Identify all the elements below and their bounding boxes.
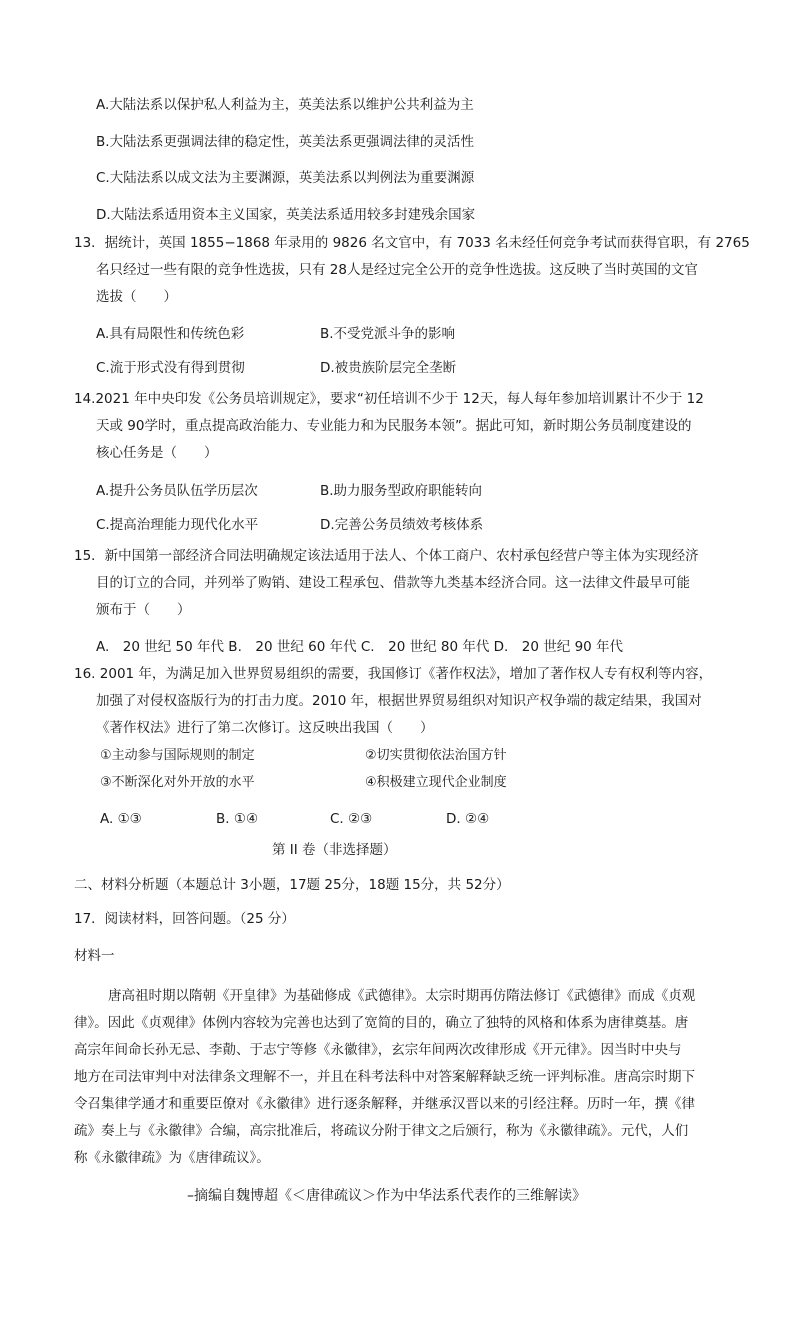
section-title: 二、材料分析题（本题总计 3小题，17题 25分，18题 15分，共 52分） xyxy=(74,877,510,893)
q13-option-c: C.流于形式没有得到贯彻 xyxy=(96,360,245,376)
q13-option-a: A.具有局限性和传统色彩 xyxy=(96,326,245,342)
q13-stem-line1: 13．据统计，英国 1855−1868 年录用的 9826 名文官中，有 7033 名未经任何竞争考试而获得官职，有 2765 xyxy=(74,235,750,251)
material-paragraph-line2: 律》。因此《贞观律》体例内容较为完善也达到了宽简的目的，确立了独特的风格和体系为唐律奠基。唐 xyxy=(74,1015,689,1031)
material-paragraph-line6: 疏》奏上与《永徽律》合编，高宗批准后，将疏议分附于律文之后颁行，称为《永徽律疏》。元代，人们 xyxy=(74,1123,689,1139)
q12-option-b: B.大陆法系更强调法律的稳定性，英美法系更强调法律的灵活性 xyxy=(96,134,475,150)
material-label: 材料一 xyxy=(74,948,115,964)
q16-option-d: D. ②④ xyxy=(446,811,490,827)
material-paragraph-line5: 令召集律学通才和重要臣僚对《永徽律》进行逐条解释，并继承汉晋以来的引经注释。历时一年，撰《律 xyxy=(74,1096,695,1112)
q13-option-d: D.被贵族阶层完全垄断 xyxy=(320,360,457,376)
material-source: –摘编自魏博超《＜唐律疏议＞作为中华法系代表作的三维解读》 xyxy=(187,1188,586,1204)
q12-option-c: C.大陆法系以成文法为主要渊源，英美法系以判例法为重要渊源 xyxy=(96,170,475,186)
material-paragraph-line1: 唐高祖时期以隋朝《开皇律》为基础修成《武德律》。太宗时期再仿隋法修订《武德律》而成《贞观 xyxy=(108,988,696,1004)
q17-title: 17．阅读材料，回答问题。（25 分） xyxy=(74,911,295,927)
q14-option-d: D.完善公务员绩效考核体系 xyxy=(320,517,484,533)
q16-option-c: C. ②③ xyxy=(330,811,373,827)
q16-stem-line1: 16. 2001 年，为满足加入世界贸易组织的需要，我国修订《著作权法》，增加了著作权人专有权利等内容， xyxy=(74,666,713,682)
q15-stem-line3: 颁布于（ ） xyxy=(96,602,191,618)
q16-option-b: B. ①④ xyxy=(216,811,259,827)
q16-item-4: ④积极建立现代企业制度 xyxy=(365,775,507,790)
q15-stem-line2: 目的订立的合同，并列举了购销、建设工程承包、借款等九类基本经济合同。这一法律文件最早可能 xyxy=(96,575,690,591)
volume-title: 第 II 卷（非选择题） xyxy=(272,842,397,858)
q14-option-a: A.提升公务员队伍学历层次 xyxy=(96,483,258,499)
q15-options: A. 20 世纪 50 年代 B. 20 世纪 60 年代 C. 20 世纪 80 年代 D. 20 世纪 90 年代 xyxy=(96,639,624,655)
q16-item-1: ①主动参与国际规则的制定 xyxy=(100,748,255,763)
q16-item-2: ②切实贯彻依法治国方针 xyxy=(365,748,507,763)
q12-option-a: A.大陆法系以保护私人利益为主，英美法系以维护公共利益为主 xyxy=(96,97,474,113)
q13-option-b: B.不受党派斗争的影响 xyxy=(320,326,456,342)
q14-stem-line2: 天或 90学时，重点提高政治能力、专业能力和为民服务本领”。据此可知，新时期公务员制度建设的 xyxy=(96,418,692,434)
q14-stem-line3: 核心任务是（ ） xyxy=(96,445,218,461)
material-paragraph-line7: 称《永徽律疏》为《唐律疏议》。 xyxy=(74,1150,270,1166)
q14-option-c: C.提高治理能力现代化水平 xyxy=(96,517,259,533)
material-paragraph-line4: 地方在司法审判中对法律条文理解不一，并且在科考法科中对答案解释缺乏统一评判标准。唐高宗时期下 xyxy=(74,1069,695,1085)
q14-option-b: B.助力服务型政府职能转向 xyxy=(320,483,483,499)
material-paragraph-line3: 高宗年间命长孙无忌、李勣、于志宁等修《永徽律》，玄宗年间两次改律形成《开元律》。因当时中央与 xyxy=(74,1042,682,1058)
q15-stem-line1: 15．新中国第一部经济合同法明确规定该法适用于法人、个体工商户、农村承包经营户等主体为实现经济 xyxy=(74,548,699,564)
q16-item-3: ③不断深化对外开放的水平 xyxy=(100,775,255,790)
q16-stem-line3: 《著作权法》进行了第二次修订。这反映出我国（ ） xyxy=(96,720,434,736)
q16-stem-line2: 加强了对侵权盗版行为的打击力度。2010 年，根据世界贸易组织对知识产权争端的裁定结果，我国对 xyxy=(96,693,702,709)
q13-stem-line2: 名只经过一些有限的竞争性选拔，只有 28人是经过完全公开的竞争性选拔。这反映了当时英国的文官 xyxy=(96,262,698,278)
q14-stem-line1: 14.2021 年中央印发《公务员培训规定》，要求“初任培训不少于 12天，每人每年参加培训累计不少于 12 xyxy=(74,391,704,407)
q13-stem-line3: 选拔（ ） xyxy=(96,289,177,305)
q16-option-a: A. ①③ xyxy=(100,811,142,827)
q12-option-d: D.大陆法系适用资本主义国家，英美法系适用较多封建残余国家 xyxy=(96,207,476,223)
